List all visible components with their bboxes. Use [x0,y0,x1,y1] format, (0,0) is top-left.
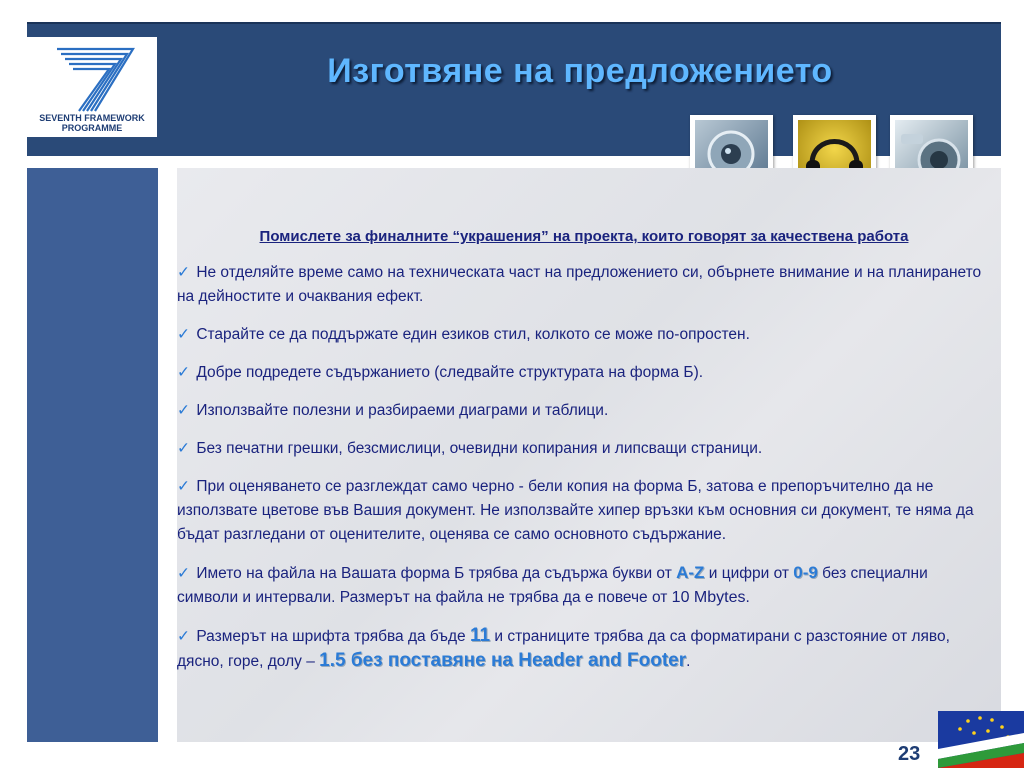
slide-content [177,225,991,688]
checkmark-icon: ✓ [177,364,190,381]
fp7-logo [27,37,157,137]
bullet-text: Името на файла на Вашата форма Б трябва да съдържа букви от [196,565,677,582]
checkmark-icon: ✓ [177,326,190,343]
bullet-item [177,399,991,423]
bullet-text: При оценяването се разглеждат само черно - бели копия на форма Б, затова е препоръчително да не използвате цветове във Вашия документ. Не използвайте хипер връзки към основния си документ, те няма да бъдат разгледани от оценителите, оценява се само основното съдържание. [177,478,974,543]
seven-logo-icon [35,41,149,113]
flags-image [938,711,1024,768]
bullet-text: . [745,589,750,606]
bullet-text: Не отделяйте време само на техническата част на предложението си, обърнете внимание и на планирането на дейностите и очаквания ефект. [177,264,982,305]
bullet-item [177,261,991,309]
left-sidebar-bar [27,168,158,742]
font-bullet [177,624,991,674]
checkmark-icon: ✓ [177,264,190,281]
bullet-item [177,475,991,547]
bullet-text: . [686,653,691,670]
checkmark-icon: ✓ [177,440,190,457]
checkmark-icon: ✓ [177,478,190,495]
bullet-text: Без печатни грешки, безсмислици, очевидни копирания и липсващи страници. [196,440,763,457]
filename-bullet [177,561,991,610]
bullet-text: Размерът на шрифта трябва да бъде [196,628,470,645]
bullet-text: Старайте се да поддържате един езиков стил, колкото се може по-опростен. [196,326,750,343]
checkmark-icon: ✓ [177,628,190,645]
logo-line2: PROGRAMME [61,123,123,133]
checkmark-icon: ✓ [177,402,190,419]
bullet-text: и страниците трябва да са форматирани с разстояние от ляво, дясно, горе, долу – [177,628,950,670]
bullet-item [177,437,991,461]
slide-title: Изготвяне на предложението [327,52,833,90]
bullet-item [177,323,991,347]
content-subheading: Помислете за финалните “украшения” на проекта, които говорят за качествена работа [259,228,909,245]
bullet-text: Използвайте полезни и разбираеми диаграми и таблици. [196,402,609,419]
font-size-value: 11 [469,625,491,646]
max-file-size: 10 Mbytes [671,589,746,606]
letters-range: A-Z [676,563,705,582]
bullet-text: Добре подредете съдържанието (следвайте структурата на форма Б). [196,364,704,381]
logo-line1: SEVENTH FRAMEWORK [39,113,145,123]
bullet-item [177,361,991,385]
margin-value: 1.5 без поставяне на Header and Footer [319,650,687,671]
digits-range: 0-9 [793,563,818,582]
bullet-text: без специални символи и интервали. Размерът на файла не трябва да е повече от [177,565,928,606]
bullet-text: и цифри от [704,565,794,582]
eu-bulgaria-flags-icon [938,711,1024,768]
checkmark-icon: ✓ [177,565,190,582]
page-number: 23 [898,743,921,765]
